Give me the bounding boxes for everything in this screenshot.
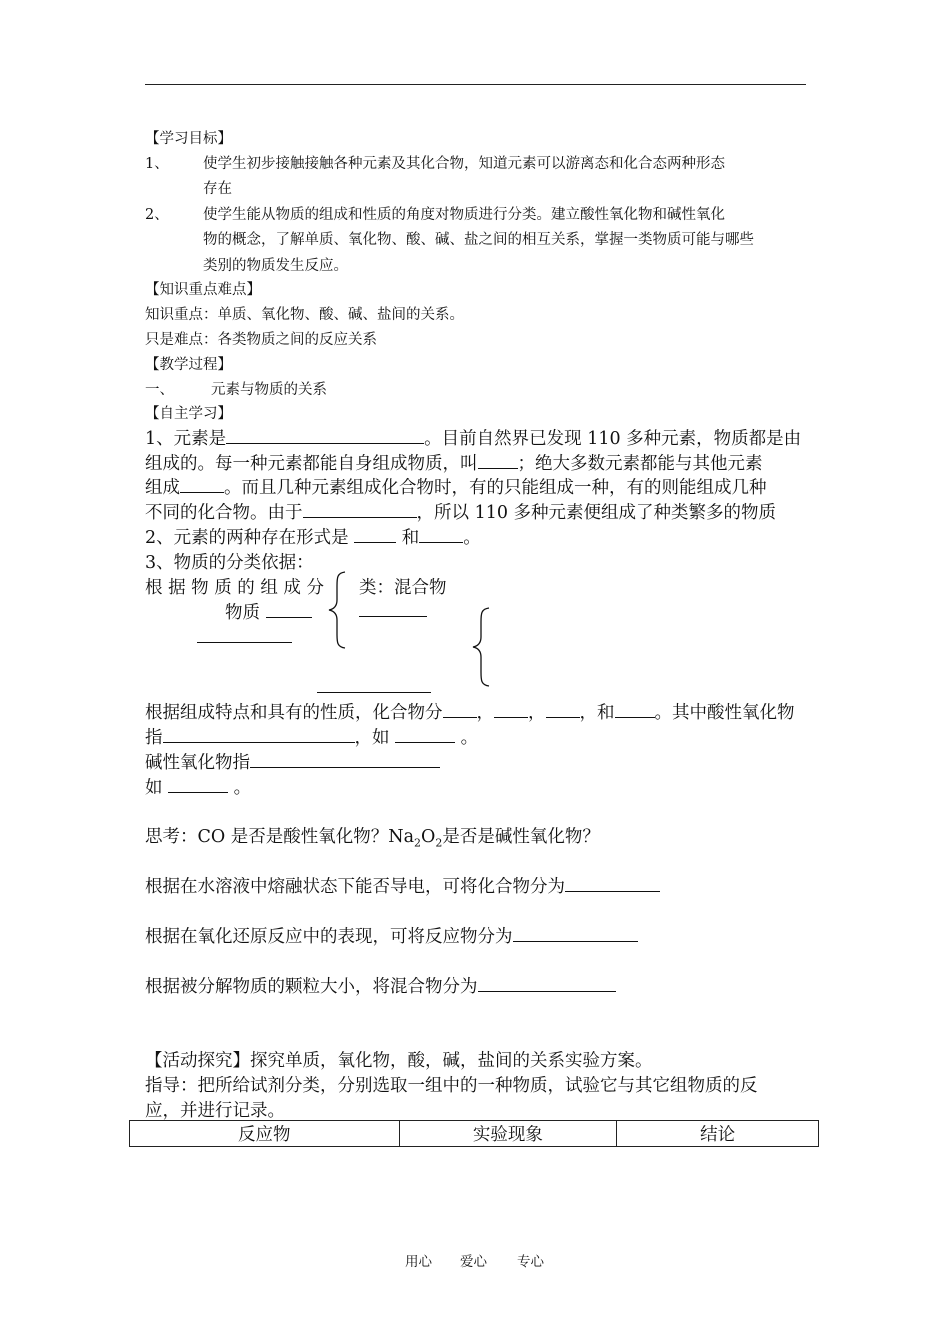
period-text: 。 (233, 778, 252, 798)
answer-blank[interactable] (250, 749, 440, 768)
criterion-3 (145, 973, 616, 998)
table-header-cell: 反应物 (130, 1121, 400, 1147)
table-header-cell: 实验现象 (399, 1121, 617, 1147)
answer-blank[interactable] (565, 873, 660, 892)
answer-blank[interactable] (180, 474, 224, 493)
key-points-heading: 【知识重点难点】 (145, 282, 261, 298)
answer-blank[interactable] (478, 973, 616, 992)
period-text: 。 (460, 728, 479, 748)
activity-guide-line-1: 指导：把所给试剂分类，分别选取一组中的一种物质，试验它与其它组物质的反 (145, 1076, 758, 1096)
q1-text-h: ，所以 110 多种元素便组成了种类繁多的物质 (416, 503, 777, 523)
objective-2-line-2: 物的概念，了解单质、氧化物、酸、碱、盐之间的相互关系，掌握一类物质可能与哪些 (203, 232, 754, 248)
subscript: 2 (435, 836, 443, 850)
answer-blank[interactable] (359, 598, 427, 617)
answer-blank[interactable] (478, 450, 518, 469)
footer-text: 爱心 (460, 1254, 487, 1270)
ru-comma-text: ，如 (354, 728, 390, 748)
compound-text-b: 。其中酸性氧化物 (654, 703, 795, 723)
q1-text-g: 不同的化合物。由于 (145, 503, 303, 523)
answer-blank[interactable] (317, 674, 431, 693)
q1-text-a: 1、元素是 (145, 429, 227, 449)
and-text: ，和 (579, 703, 615, 723)
question-1-line-1 (145, 425, 801, 450)
subscript: 2 (414, 836, 422, 850)
classify-text-a: 根 据 物 质 的 组 成 分 (145, 578, 324, 598)
question-1-line-4 (145, 499, 776, 524)
answer-blank[interactable] (197, 624, 292, 643)
question-3: 3、物质的分类依据： (145, 553, 314, 573)
q1-text-c: 组成的。每一种元素都能自身组成物质，叫 (145, 454, 478, 474)
key-points-difficulty: 只是难点：各类物质之间的反应关系 (145, 332, 377, 348)
think-o: O (421, 827, 436, 847)
key-points-focus: 知识重点：单质、氧化物、酸、碱、盐间的关系。 (145, 307, 464, 323)
example-line (145, 774, 251, 799)
comma-text: ， (528, 703, 546, 723)
compound-line-2 (145, 724, 478, 749)
comma-text: ， (476, 703, 494, 723)
q2-text-a: 2、元素的两种存在形式是 (145, 528, 349, 548)
record-table (129, 1120, 819, 1147)
left-brace-icon (470, 606, 492, 688)
answer-blank[interactable] (163, 724, 355, 743)
objective-2-line-1: 使学生能从物质的组成和性质的角度对物质进行分类。建立酸性氧化物和碱性氧化 (203, 207, 725, 223)
answer-blank[interactable] (395, 724, 455, 743)
section-title: 元素与物质的关系 (211, 382, 327, 398)
question-1-line-2 (145, 450, 763, 475)
criterion-1 (145, 873, 660, 898)
think-question (145, 823, 600, 850)
criterion-2 (145, 923, 638, 948)
q2-text-c: 。 (463, 528, 481, 548)
answer-blank[interactable] (513, 923, 638, 942)
objective-1-number: 1、 (145, 156, 169, 172)
basic-oxide-text: 碱性氧化物指 (145, 753, 250, 773)
zhi-text: 指 (145, 728, 163, 748)
answer-blank[interactable] (266, 599, 312, 618)
header-rule (145, 84, 806, 85)
answer-blank[interactable] (443, 699, 477, 718)
objective-1-line-2: 存在 (203, 181, 232, 197)
answer-blank[interactable] (226, 425, 424, 444)
process-heading: 【教学过程】 (145, 357, 232, 373)
q1-text-e: 组成 (145, 478, 180, 498)
table-header-row (130, 1121, 819, 1147)
question-2 (145, 524, 481, 549)
q2-text-b: 和 (401, 528, 420, 548)
footer-text: 用心 (405, 1254, 432, 1270)
classify-text-b: 物质 (225, 603, 260, 623)
classify-line-2 (225, 599, 312, 624)
answer-blank[interactable] (303, 499, 417, 518)
q1-text-f: 。而且几种元素组成化合物时，有的只能组成一种，有的则能组成几种 (224, 478, 767, 498)
answer-blank[interactable] (168, 774, 228, 793)
answer-blank[interactable] (615, 699, 655, 718)
compound-line-1 (145, 699, 795, 724)
criterion-text: 根据被分解物质的颗粒大小，将混合物分为 (145, 977, 478, 997)
question-1-line-3 (145, 474, 767, 499)
think-suffix: 是否是碱性氧化物？ (442, 827, 600, 847)
left-brace-icon (326, 570, 348, 650)
basic-oxide-line (145, 749, 440, 774)
objective-1-line-1: 使学生初步接触接触各种元素及其化合物，知道元素可以游离态和化合态两种形态 (203, 156, 725, 172)
activity-heading: 【活动探究】探究单质，氧化物，酸，碱，盐间的关系实验方案。 (145, 1051, 653, 1071)
answer-blank[interactable] (546, 699, 580, 718)
criterion-text: 根据在氧化还原反应中的表现，可将反应物分为 (145, 927, 513, 947)
footer-text: 专心 (517, 1254, 544, 1270)
classify-text-c: 类：混合物 (359, 578, 447, 598)
compound-text-a: 根据组成特点和具有的性质，化合物分 (145, 703, 443, 723)
objectives-heading: 【学习目标】 (145, 131, 232, 147)
answer-blank[interactable] (354, 524, 396, 543)
q1-text-d: ；绝大多数元素都能与其他元素 (517, 454, 763, 474)
activity-guide-line-2: 应，并进行记录。 (145, 1101, 285, 1121)
answer-blank[interactable] (494, 699, 528, 718)
table-header-cell: 结论 (617, 1121, 819, 1147)
objective-2-number: 2、 (145, 207, 169, 223)
ru-text: 如 (145, 778, 163, 798)
self-study-heading: 【自主学习】 (145, 406, 232, 422)
criterion-text: 根据在水溶液中熔融状态下能否导电，可将化合物分为 (145, 877, 565, 897)
section-number: 一、 (145, 382, 174, 398)
objective-2-line-3: 类别的物质发生反应。 (203, 258, 348, 274)
answer-blank[interactable] (419, 524, 463, 543)
q1-text-b: 。目前自然界已发现 110 多种元素，物质都是由 (424, 429, 802, 449)
think-prefix: 思考：CO 是否是酸性氧化物？Na (145, 827, 415, 847)
